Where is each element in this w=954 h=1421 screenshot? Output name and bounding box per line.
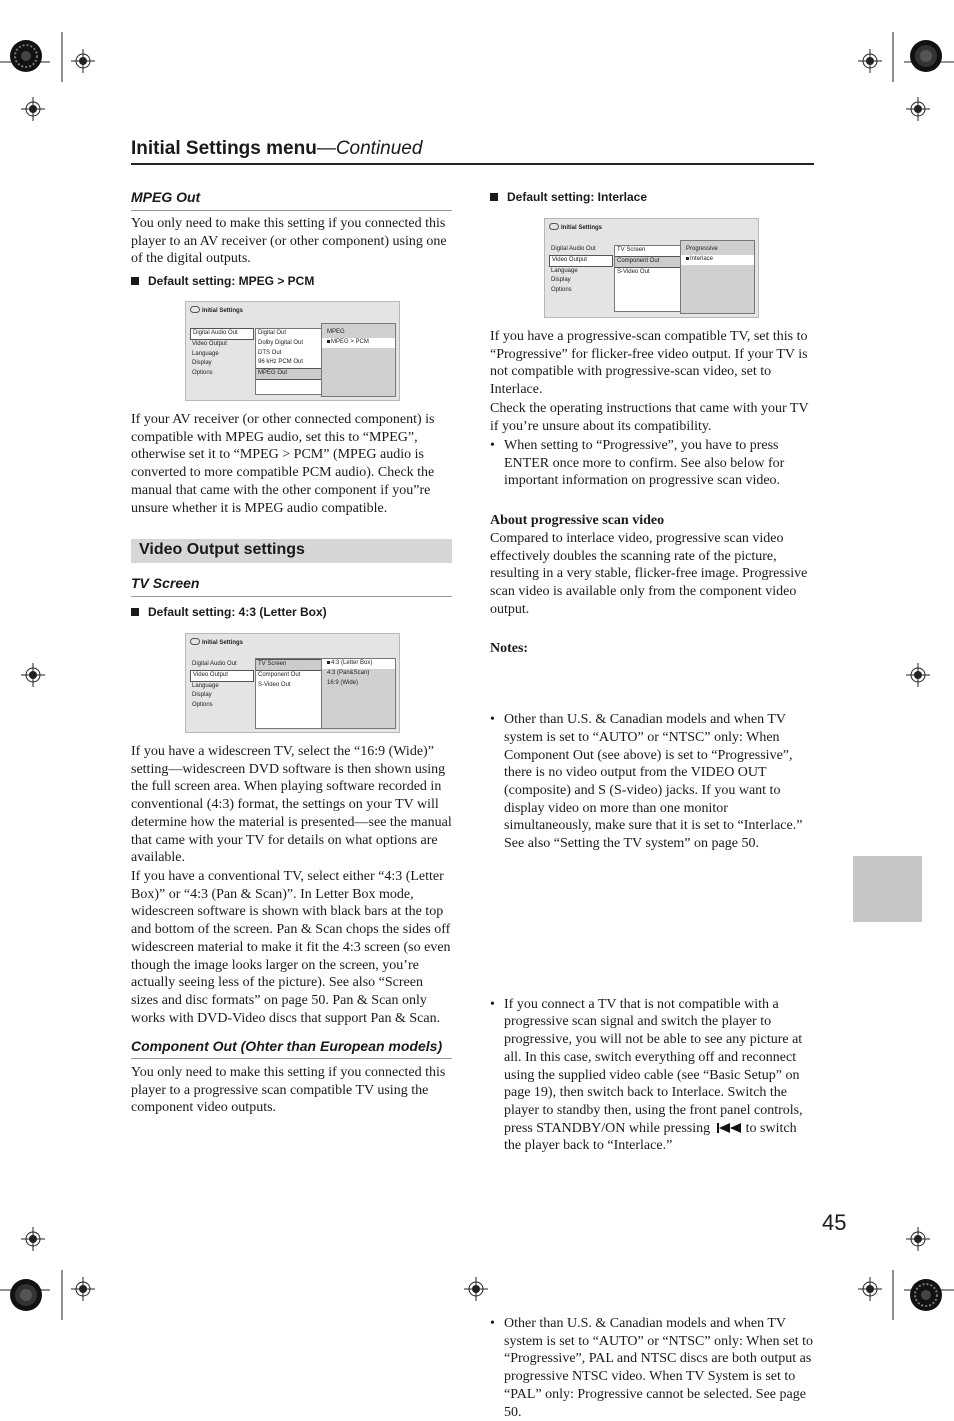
crosshair-mark-bl2 xyxy=(71,1277,95,1306)
note-text: Other than U.S. & Canadian models and when TV system is set to “AUTO” or “NTSC” only: When Component Out (see above) is set to “Progressive”, there is no video output from the VIDEO OUT (composite) and S (S-video) jacks. If you want to display video on more than one monitor simultaneously, make sure that it is set to “Interlace.” See also “Setting the TV system” on page 50. xyxy=(504,712,803,852)
square-bullet-icon xyxy=(131,608,139,616)
notes-heading: Notes: xyxy=(490,641,529,656)
mpeg-out-rule xyxy=(131,210,452,211)
osd-submenu-item[interactable]: TV Screen xyxy=(617,247,646,253)
osd-submenu-item[interactable]: 96 kHz PCM Out xyxy=(258,359,304,366)
square-bullet-icon xyxy=(131,277,139,285)
osd-menu-item[interactable]: Display xyxy=(551,277,571,284)
crosshair-mark-br2 xyxy=(858,1277,882,1306)
osd-menu xyxy=(549,245,613,296)
osd-option[interactable]: 4:3 (Pan&Scan) xyxy=(327,669,370,676)
skip-previous-icon xyxy=(717,1123,743,1133)
crosshair-mark-br xyxy=(906,1227,930,1256)
osd-options xyxy=(321,658,396,729)
osd-menu-item[interactable]: Video Output xyxy=(192,340,227,347)
crosshair-mark-mr xyxy=(906,663,930,692)
tv-screen-default xyxy=(131,605,327,619)
osd-title: Initial Settings xyxy=(190,306,243,314)
osd-menu-item[interactable]: Digital Audio Out xyxy=(190,328,254,340)
osd-menu-item[interactable]: Digital Audio Out xyxy=(192,661,237,667)
interlace-default-text: Default setting: Interlace xyxy=(507,190,648,204)
progressive-bullet-text: When setting to “Progressive”, you have to press ENTER once more to confirm. See also below for important information on progressive scan video. xyxy=(504,438,785,489)
osd-menu-item[interactable]: Options xyxy=(192,370,213,377)
note-item xyxy=(490,711,814,853)
selected-marker-icon xyxy=(327,340,330,343)
page-header xyxy=(131,138,422,160)
component-out-text-1: If you have a progressive-scan compatible TV, set this to “Progressive” for flicker-free video output. If your TV is not compatible with progressive-scan video, set to Interlace. xyxy=(490,329,808,398)
osd-options xyxy=(321,323,396,397)
component-out-text: You only need to make this setting if you connected this player to a progressive scan compatible TV using the component video outputs. xyxy=(131,1065,446,1116)
tv-screen-text-1: If you have a widescreen TV, select the “16:9 (Wide)” setting—widescreen DVD software is then shown using the full screen area. When playing software recorded in conventional (4:3) format, the settings on your TV will determine how the material is presented—see the manual that came with your TV for details on what options are available. xyxy=(131,744,452,866)
chapter-tab xyxy=(853,856,922,922)
print-target-circle-tl xyxy=(9,39,43,78)
osd-submenu xyxy=(614,245,682,312)
osd-option-selected[interactable]: 4:3 (Letter Box) xyxy=(322,659,395,669)
crosshair-mark-bl xyxy=(21,1227,45,1256)
osd-option[interactable]: MPEG xyxy=(327,329,345,335)
osd-menu-item[interactable]: Language xyxy=(192,682,219,689)
osd-submenu xyxy=(255,328,323,395)
osd-submenu-item[interactable]: DTS Out xyxy=(258,349,282,356)
osd-submenu-item[interactable]: S-Video Out xyxy=(258,681,291,688)
crosshair-mark-tl xyxy=(71,49,95,78)
osd-submenu-item[interactable]: S-Video Out xyxy=(617,268,650,275)
osd-tv-screen xyxy=(185,633,400,733)
disc-icon xyxy=(190,638,200,645)
osd-submenu-item[interactable]: TV Screen xyxy=(256,659,322,671)
osd-option[interactable]: Progressive xyxy=(686,246,718,252)
tv-screen-rule xyxy=(131,596,452,597)
osd-title: Initial Settings xyxy=(549,223,602,231)
mpeg-out-intro: You only need to make this setting if you connected this player to an AV receiver (or other component) using one of the digital outputs. xyxy=(131,216,447,267)
osd-menu-item[interactable]: Language xyxy=(551,267,578,274)
osd-menu-item[interactable]: Video Output xyxy=(549,255,613,267)
osd-menu-item[interactable]: Display xyxy=(192,360,212,367)
crosshair-mark-bc xyxy=(464,1277,488,1306)
note-item xyxy=(490,996,814,1155)
osd-submenu-item[interactable]: Component Out xyxy=(258,671,301,678)
osd-menu xyxy=(190,328,254,379)
osd-title: Initial Settings xyxy=(190,638,243,646)
osd-option[interactable]: 16:9 (Wide) xyxy=(327,679,359,686)
about-text: Compared to interlace video, progressive scan video effectively doubles the scanning rate of the picture, resulting in a very stable, flicker-free image. Progressive scan video is available only from the component video output. xyxy=(490,531,808,617)
note-item xyxy=(490,1315,814,1421)
osd-submenu-item[interactable]: Dolby Digital Out xyxy=(258,339,304,346)
osd-menu-item[interactable]: Display xyxy=(192,692,212,699)
disc-icon xyxy=(549,223,559,230)
mpeg-out-default-text: Default setting: MPEG > PCM xyxy=(148,274,315,288)
osd-submenu-item[interactable]: MPEG Out xyxy=(256,368,322,380)
osd-submenu xyxy=(255,658,323,729)
crosshair-mark-ml xyxy=(21,663,45,692)
crosshair-mark-tl2 xyxy=(21,97,45,126)
bullet-dot: • xyxy=(490,438,495,453)
osd-options xyxy=(680,240,755,314)
crosshair-mark-tr2 xyxy=(906,97,930,126)
bullet-dot: • xyxy=(490,996,495,1012)
note-text-tail: to switch the player back to “Interlace.” xyxy=(504,1120,797,1154)
section-title: Video Output settings xyxy=(139,541,305,558)
osd-submenu-item[interactable]: Component Out xyxy=(615,256,681,268)
print-target-circle-tr xyxy=(909,39,943,78)
osd-component-out xyxy=(544,218,759,318)
about-heading: About progressive scan video xyxy=(490,513,665,528)
component-out-text-2: Check the operating instructions that came with your TV if you’re unsure about its compatibility. xyxy=(490,401,809,434)
header-title: Initial Settings menu xyxy=(131,138,317,159)
osd-menu xyxy=(190,660,254,711)
mpeg-out-default xyxy=(131,274,314,288)
square-bullet-icon xyxy=(490,193,498,201)
page-number: 45 xyxy=(822,1210,847,1235)
mpeg-out-heading: MPEG Out xyxy=(131,189,201,205)
bullet-dot: • xyxy=(490,712,495,728)
bullet-dot: • xyxy=(490,1316,495,1332)
component-out-rule xyxy=(131,1058,452,1059)
mpeg-out-text: If your AV receiver (or other connected component) is compatible with MPEG audio, set this to “MPEG”, otherwise set it to “MPEG > PCM” (MPEG audio is converted to more compatible PCM audio). Check the manual that came with the other component if you”re unsure whether it is MPEG audio compatible. xyxy=(131,412,435,516)
tv-screen-default-text: Default setting: 4:3 (Letter Box) xyxy=(148,605,327,619)
selected-marker-icon xyxy=(686,257,689,260)
osd-menu-item[interactable]: Digital Audio Out xyxy=(551,246,596,252)
osd-mpeg-out xyxy=(185,301,400,401)
crosshair-mark-tr xyxy=(858,49,882,78)
progressive-bullet xyxy=(490,437,814,490)
osd-option-selected[interactable]: MPEG > PCM xyxy=(322,338,395,348)
selected-marker-icon xyxy=(327,661,330,664)
osd-menu-item[interactable]: Options xyxy=(551,287,572,294)
tv-screen-heading: TV Screen xyxy=(131,575,200,591)
note-text: Other than U.S. & Canadian models and when TV system is set to “AUTO” or “NTSC” only: When set to “Progressive”, PAL and NTSC discs are both output as progressive NTSC video. When TV System is set to “PAL” only: Progressive cannot be selected. See page 50. xyxy=(504,1316,813,1420)
header-rule xyxy=(131,163,814,165)
osd-menu-item[interactable]: Video Output xyxy=(190,670,254,682)
note-text: If you connect a TV that is not compatible with a progressive scan signal and switch the player to progressive, you will not be able to see any picture at all. In this case, switch everything off and reconnect using the supplied video cable (see “Basic Setup” on page 19), then switch back to Interlace. Switch the player to standby then, using the front panel controls, press STANDBY/ON while pressing xyxy=(504,996,803,1136)
disc-icon xyxy=(190,306,200,313)
print-target-circle-bl xyxy=(9,1278,43,1317)
component-out-heading: Component Out (Ohter than European models) xyxy=(131,1038,443,1054)
header-continued: —Continued xyxy=(316,138,423,159)
osd-submenu-item[interactable]: Digital Out xyxy=(258,330,287,336)
osd-menu-item[interactable]: Language xyxy=(192,350,219,357)
interlace-default xyxy=(490,190,647,204)
tv-screen-text-2: If you have a conventional TV, select either “4:3 (Letter Box)” or “4:3 (Pan & Scan)”. In Letter Box mode, widescreen software is shown with black bars at the top and bottom of the screen. Pan & Scan chops the sides off widescreen material to make it fit the 4:3 screen (so even though the image looks larger on the screen, you’re actually seeing less of the picture). See also “Screen sizes and disc formats” on page 50. Pan & Scan only works with DVD-Video discs that support Pan & Scan. xyxy=(131,869,451,1026)
print-target-circle-br xyxy=(909,1278,943,1317)
osd-menu-item[interactable]: Options xyxy=(192,702,213,709)
osd-option-selected[interactable]: Interlace xyxy=(681,255,754,265)
